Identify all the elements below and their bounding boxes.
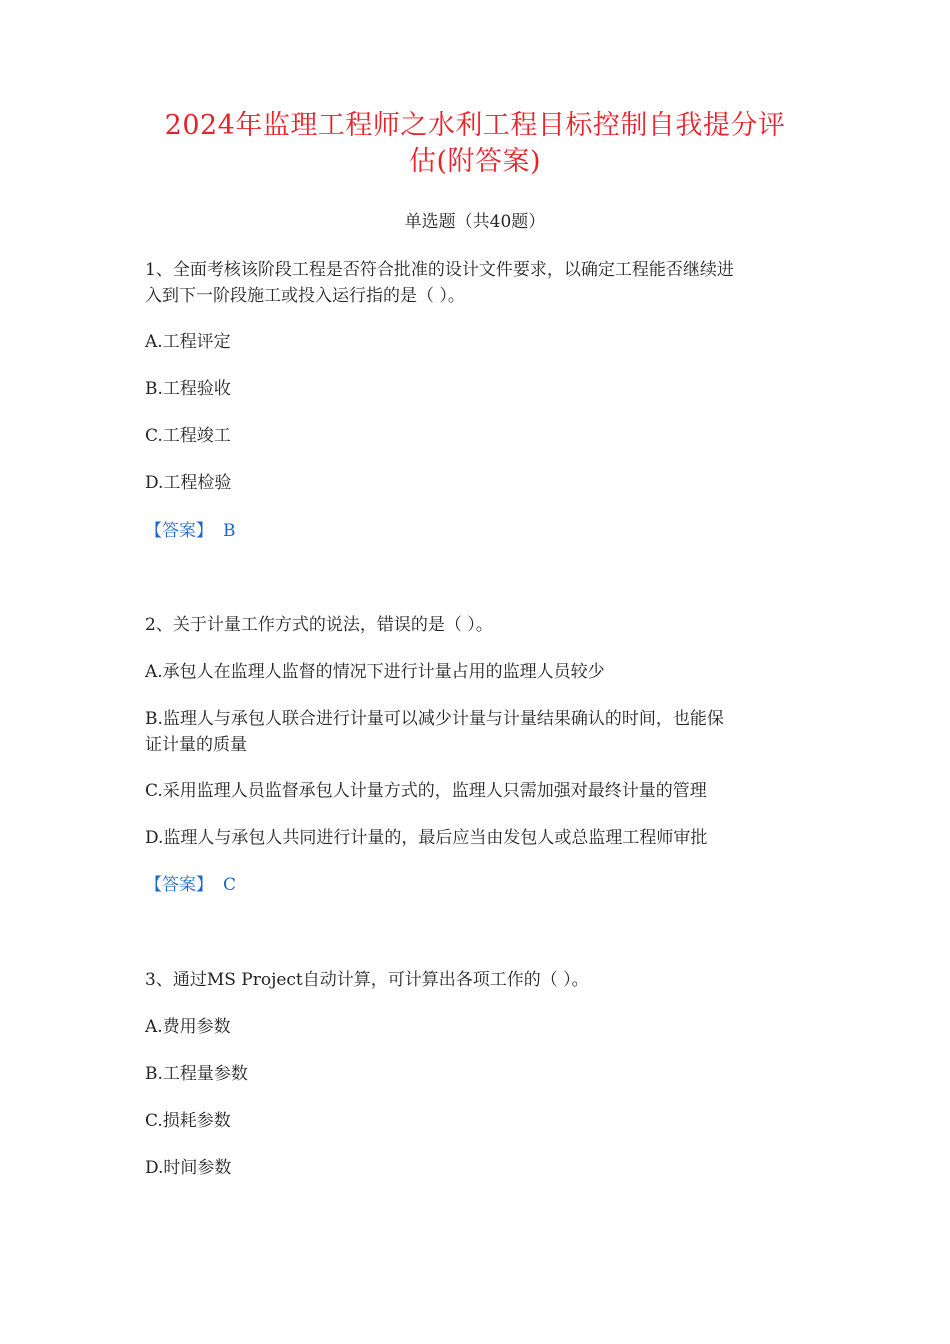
question-1-stem-line-1: 1、全面考核该阶段工程是否符合批准的设计文件要求，以确定工程能否继续进: [145, 260, 734, 280]
question-3-option-d: D.时间参数: [145, 1158, 232, 1178]
question-1-option-d: D.工程检验: [145, 473, 232, 493]
question-3-stem-line-1: 3、通过MS Project自动计算，可计算出各项工作的（ ）。: [145, 970, 589, 990]
question-1-option-c: C.工程竣工: [145, 426, 231, 446]
question-2-answer: [145, 873, 815, 897]
question-1-option-a: A.工程评定: [145, 332, 231, 352]
question-2-option-b-line-2: 证计量的质量: [145, 735, 247, 755]
question-1-option-b: B.工程验收: [145, 379, 231, 399]
question-3-option-a: A.费用参数: [145, 1017, 231, 1037]
question-1-answer: [145, 519, 815, 543]
document-title: [120, 108, 830, 180]
section-heading: 单选题（共40题）: [404, 212, 546, 232]
title-line-1: 2024年监理工程师之水利工程目标控制自我提分评: [164, 110, 786, 141]
answer-value: C: [223, 875, 237, 895]
answer-label: 【答案】: [145, 521, 213, 541]
question-2-option-a: A.承包人在监理人监督的情况下进行计量占用的监理人员较少: [145, 662, 605, 682]
title-line-2: 估(附答案): [408, 146, 542, 177]
question-3-option-b: B.工程量参数: [145, 1064, 248, 1084]
question-2-option-b-line-1: B.监理人与承包人联合进行计量可以减少计量与计量结果确认的时间，也能保: [145, 709, 724, 729]
question-3-option-c: C.损耗参数: [145, 1111, 231, 1131]
question-1-stem-line-2: 入到下一阶段施工或投入运行指的是（ ）。: [145, 286, 465, 306]
answer-value: B: [223, 521, 236, 541]
question-2-option-d: D.监理人与承包人共同进行计量的，最后应当由发包人或总监理工程师审批: [145, 828, 708, 848]
answer-label: 【答案】: [145, 875, 213, 895]
question-2-option-c: C.采用监理人员监督承包人计量方式的，监理人只需加强对最终计量的管理: [145, 781, 707, 801]
question-2-stem-line-1: 2、关于计量工作方式的说法，错误的是（ ）。: [145, 615, 493, 635]
